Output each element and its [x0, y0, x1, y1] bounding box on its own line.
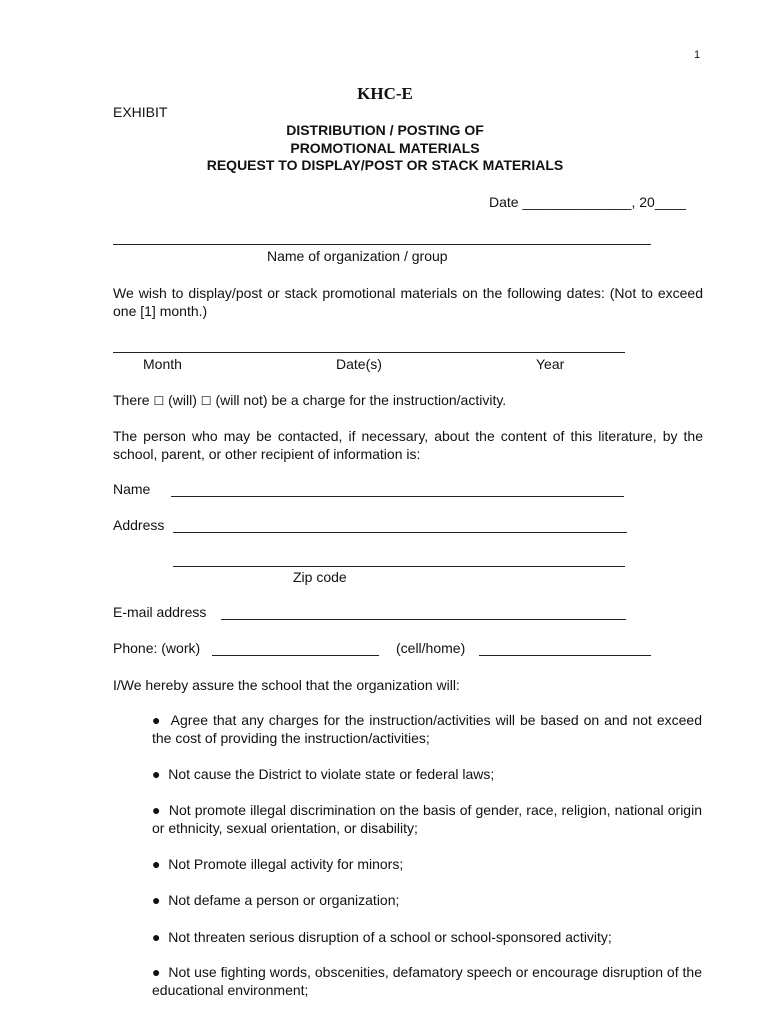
phone-work-label: Phone: (work) — [113, 640, 201, 656]
org-name-label: Name of organization / group — [267, 248, 448, 264]
email-line[interactable] — [221, 619, 626, 620]
bullet-dot-icon: ● — [152, 929, 161, 945]
bullet-item — [152, 855, 702, 873]
will-not-checkbox[interactable]: ☐ — [200, 394, 212, 408]
month-label: Month — [143, 356, 182, 372]
bullet-item — [152, 891, 702, 909]
will-not-label: (will not) be a charge for the instruction/activity. — [215, 392, 507, 408]
charge-line — [113, 392, 506, 410]
contact-intro: The person who may be contacted, if necessary, about the content of this literature, by the school, parent, or other recipient of information is: — [113, 428, 703, 462]
address-line-2[interactable] — [173, 566, 625, 567]
bullet-item — [152, 801, 702, 837]
year-label: Year — [536, 356, 565, 372]
assurance-intro: I/We hereby assure the school that the organization will: — [113, 677, 460, 693]
bullet-item — [152, 711, 702, 747]
dates-line[interactable] — [113, 352, 625, 353]
org-name-line[interactable] — [113, 244, 651, 245]
bullet-item — [152, 963, 702, 999]
date-field[interactable]: Date ______________, 20____ — [489, 194, 686, 210]
bullet-dot-icon: ● — [152, 856, 161, 872]
email-label: E-mail address — [113, 604, 207, 620]
bullet-item — [152, 928, 702, 946]
address-line-1[interactable] — [173, 532, 627, 533]
policy-code — [0, 84, 770, 104]
policy-code-text: KHC-E — [357, 84, 413, 103]
bullet-text: Not defame a person or organization; — [168, 892, 400, 908]
bullet-dot-icon: ● — [152, 964, 161, 980]
phone-cell-label: (cell/home) — [396, 640, 466, 656]
charge-prefix: There — [113, 392, 150, 408]
bullet-dot-icon: ● — [152, 766, 161, 782]
exhibit-label: EXHIBIT — [113, 104, 168, 120]
phone-cell-line[interactable] — [479, 655, 651, 656]
bullet-dot-icon: ● — [152, 802, 161, 818]
bullet-text: Not promote illegal discrimination on the basis of gender, race, religion, national origin or ethnicity, sexual orientation, or disability; — [152, 802, 702, 836]
bullet-dot-icon: ● — [152, 712, 162, 728]
address-label: Address — [113, 517, 165, 533]
bullet-text: Not use fighting words, obscenities, defamatory speech or encourage disruption of the educational environment; — [152, 964, 702, 998]
title-line-1: DISTRIBUTION / POSTING OF — [286, 122, 484, 138]
page-number: 1 — [694, 49, 701, 61]
name-label: Name — [113, 481, 151, 497]
bullet-dot-icon: ● — [152, 892, 161, 908]
bullet-text: Not cause the District to violate state or federal laws; — [168, 766, 495, 782]
name-line[interactable] — [171, 496, 624, 497]
title-line-2: PROMOTIONAL MATERIALS — [290, 140, 480, 156]
title-line-3: REQUEST TO DISPLAY/POST OR STACK MATERIALS — [206, 157, 564, 173]
phone-work-line[interactable] — [212, 655, 379, 656]
bullet-text: Not threaten serious disruption of a school or school-sponsored activity; — [168, 929, 612, 945]
will-label: (will) — [168, 392, 197, 408]
bullet-text: Agree that any charges for the instruction/activities will be based on and not exceed the cost of providing the instruction/activities; — [152, 712, 702, 746]
dates-intro: We wish to display/post or stack promotional materials on the following dates: (Not to exceed one [1] month.) — [113, 285, 703, 319]
will-checkbox[interactable]: ☐ — [153, 394, 165, 408]
zip-label: Zip code — [293, 569, 347, 585]
bullet-item — [152, 765, 702, 783]
dates-label: Date(s) — [336, 356, 382, 372]
bullet-text: Not Promote illegal activity for minors; — [168, 856, 404, 872]
